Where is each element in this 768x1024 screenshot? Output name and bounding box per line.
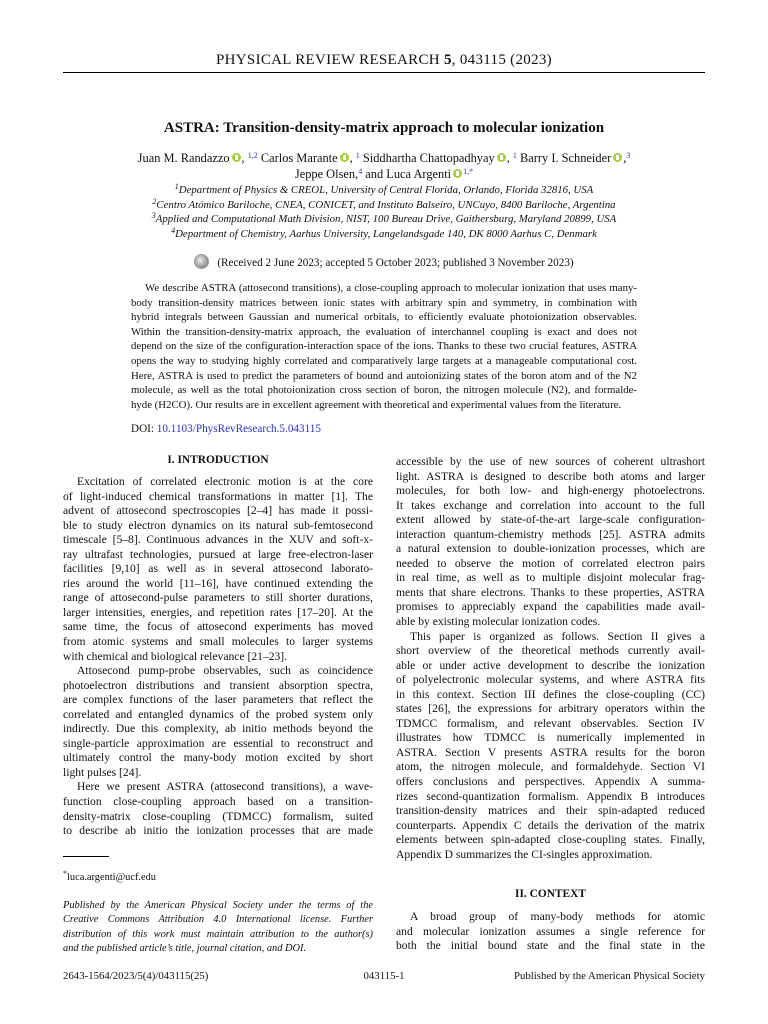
text-line: from atomic systems and small molecules to larger systems	[63, 635, 373, 649]
section-heading-context: II. CONTEXT	[515, 888, 586, 900]
text-line: A broad group of many-body methods for atomic	[410, 910, 705, 923]
author-list: Juan M. Randazzo , $^{1,2}$ Carlos Marante , $^1$ Siddhartha Chattopadhyay , $^1$ Barry I. Schneider ,$^3$ Jeppe Olsen,$^4$ and Luca Argenti $^{1,*}$	[137, 151, 631, 181]
orcid-icon[interactable]	[232, 153, 241, 162]
corresponding-email[interactable]: luca.argenti@ucf.edu	[67, 872, 157, 883]
text-line: short overview of the theoretical methods currently avail-	[396, 644, 705, 658]
affiliation-ref[interactable]: 1,2	[247, 151, 258, 160]
text-line: correlated and entangled dynamics of the probed system only	[63, 707, 373, 721]
text-line: needed to observe the motion of correlated electron pairs	[396, 556, 705, 570]
text-line: light pulses [24].	[63, 765, 142, 779]
text-line: single-particle approximation are essential to reconstruct and	[63, 736, 373, 750]
text-line: photoelectron distributions and transient absorption spectra,	[63, 678, 373, 692]
text-line: Appendix D summarizes the CI-singles approximation.	[396, 847, 653, 861]
text-line: and molecular ionization assumes a single reference for	[396, 924, 705, 938]
text-line: transition-density matrices and their spin-adapted reduced	[396, 804, 705, 818]
text-line: hyde (H2CO). Our results are in excellent agreement with theoretical and experimental values from the literature.	[131, 398, 622, 411]
text-line: TDMCC formalism, and relevant observables. Section IV	[396, 716, 705, 730]
footer-issn: 2643-1564/2023/5(4)/043115(25)	[63, 970, 209, 982]
text-line: rizes second-quantization formalism. Appendix B introduces	[396, 789, 705, 803]
author-name: Jeppe Olsen,	[294, 167, 359, 181]
text-line: density-matrix close-coupling (TDMCC) formalism, suited	[63, 809, 373, 823]
text-line: able or under active development to describe the ionization	[396, 658, 705, 672]
text-line: It takes exchange and correlation into account to the full	[396, 498, 705, 512]
text-line: timescale [5–8]. Continuous advances in the XUV and soft-x-	[63, 533, 373, 547]
text-line: We describe ASTRA (attosecond transitions), a close-coupling approach to molecular ionization that uses many-	[145, 282, 637, 294]
text-line: elements between spin-adapted close-coupling states. Finally,	[396, 833, 705, 847]
text-line: function close-coupling approach based on a transition-	[63, 795, 373, 809]
journal-volume: 5	[443, 52, 452, 68]
text-line: Creative Commons Attribution 4.0 International license. Further	[63, 914, 373, 926]
author-name: Juan M. Randazzo	[137, 151, 230, 165]
text-line: of polyelectronic molecular systems, and where ASTRA fits	[396, 673, 705, 687]
affiliations	[63, 183, 705, 241]
text-line: Here, ASTRA is used to predict the parameters of bound and autoionizing states of the boron atom and of the N2	[131, 369, 637, 382]
text-line: are complex functions of the laser parameters that reflect the	[63, 693, 373, 707]
author-name: Carlos Marante	[260, 151, 338, 165]
text-line: in real time, as well as to multiple disjoint molecular frag-	[396, 571, 705, 585]
text-line: Within the transition-density-matrix approach, the evaluation of interchannel coupling is exact and does not	[131, 325, 637, 338]
orcid-icon[interactable]	[497, 153, 506, 162]
text-line: ray ultrafast technologies, pursued at large free-electron-laser	[63, 547, 373, 561]
text-line: advent of attosecond spectroscopies [2–4] has made it possi-	[63, 504, 373, 518]
text-line: states [26], the expressions for arbitrary operators within the	[396, 702, 705, 716]
text-line: indirectly. Due this complexity, ab initio methods beyond the	[63, 722, 373, 736]
text-line: offers conclusions and perspectives. Appendix A summa-	[396, 775, 705, 789]
received-dates: (Received 2 June 2023; accepted 5 October 2023; published 3 November 2023)	[63, 254, 705, 269]
body-column-right-continued	[396, 910, 705, 954]
affiliation: $^2$Centro Atómico Bariloche, CNEA, CONICET, and Instituto Balseiro, UNCuyo, 8400 Bariloche, Argentina	[152, 196, 616, 211]
orcid-icon[interactable]	[340, 153, 349, 162]
text-line: opens the way to studying highly correlated and comparatively large targets at a manageable computational cost.	[131, 354, 637, 367]
text-line: interaction quantum-chemistry methods [25]. ASTRA admits	[396, 527, 705, 541]
corresponding-author-footnote: *luca.argenti@ucf.edu	[63, 869, 157, 883]
text-line: and the published article’s title, journal citation, and DOI.	[63, 943, 307, 955]
footer-page-number: 043115-1	[363, 970, 405, 982]
doi-link[interactable]: 10.1103/PhysRevResearch.5.043115	[156, 423, 321, 435]
orcid-icon[interactable]	[613, 153, 622, 162]
author-name: Luca Argenti	[386, 167, 452, 181]
text-line: Published by the American Physical Society under the terms of the	[63, 900, 373, 911]
text-line: Attosecond pump-probe observables, such as coincidence	[77, 664, 373, 678]
section-heading-introduction: I. INTRODUCTION	[167, 454, 269, 466]
text-line: distribution of this work must maintain attribution to the author(s)	[63, 928, 373, 940]
affiliation-ref[interactable]: 1	[355, 151, 360, 160]
journal-name: PHYSICAL REVIEW RESEARCH	[216, 52, 440, 68]
body-column-right	[396, 455, 705, 862]
text-line: ble to study electron dynamics on its natural sub-femtosecond	[63, 518, 373, 532]
author-name: Siddhartha Chattopadhyay	[362, 151, 495, 165]
text-line: molecule, as well as the total photoionization cross section of boron, the nitrogen molecule (N2), and formalde-	[131, 384, 637, 397]
text-line: both the initial bound state and the final state in the	[396, 939, 705, 953]
affiliation: $^1$Department of Physics & CREOL, University of Central Florida, Orlando, Florida 32816, USA	[174, 182, 594, 196]
author-name: Barry I. Schneider	[520, 151, 612, 165]
text-line: depend on the size of the configuration-interaction space of the ions. Thanks to these two crucial features, ASTRA	[131, 340, 637, 353]
text-line: Here we present ASTRA (attosecond transitions), a wave-	[77, 780, 373, 794]
text-line: Excitation of correlated electronic motion is at the core	[77, 475, 373, 488]
text-line: facilities [9,10] as well as in several attosecond laborato-	[63, 562, 373, 576]
text-line: body transition-density matrices between ionic states with arbitrary spin and symmetry, in combination with	[131, 296, 637, 309]
affiliation-ref[interactable]: 3	[626, 151, 631, 160]
text-line: in this context. Section III defines the close-coupling (CC)	[396, 687, 705, 701]
text-line: illustrates how TDMCC is numerically implemented in	[396, 731, 705, 745]
text-line: ASTRA. Section V presents ASTRA results for the boron	[396, 745, 705, 759]
text-line: light. ASTRA is designed to describe both atoms and larger	[396, 469, 705, 483]
text-line: able by existing molecular ionization codes.	[396, 615, 601, 629]
text-line: This paper is organized as follows. Section II gives a	[410, 629, 705, 643]
text-line: atom, the nitrogen molecule, and formaldehyde. Section VI	[396, 760, 705, 774]
orcid-icon[interactable]	[453, 169, 462, 178]
text-line: counterparts. Appendix C details the derivation of the matrix	[396, 818, 705, 832]
text-line: ultimately control the many-body motion excited by short	[63, 751, 373, 765]
affiliation-ref[interactable]: 1	[512, 151, 517, 160]
text-line: molecules, for both low- and high-energy photoelectrons.	[396, 484, 705, 498]
text-line: ments that share electrons. Thanks to these properties, ASTRA	[396, 585, 705, 599]
check-for-updates-icon[interactable]	[194, 254, 209, 269]
abstract	[131, 281, 637, 412]
text-line: of light-induced chemical transformations in matter [1]. The	[63, 489, 373, 503]
header-rule	[63, 72, 705, 73]
footnote-rule	[63, 856, 109, 857]
license-statement	[63, 899, 373, 957]
text-line: range of attosecond-pulse parameters to still shorter durations,	[63, 591, 373, 605]
text-line: ries around the world [11–16], have continued extending the	[63, 576, 373, 590]
text-line: same time, the focus of attosecond experiments has moved	[63, 620, 373, 634]
text-line: extent allowed by state-of-the-art large-scale configuration-	[396, 513, 705, 527]
affiliation: $^4$Department of Chemistry, Aarhus University, Langelandsgade 140, DK 8000 Aarhus C, Denmark	[171, 225, 597, 240]
footer-publisher: Published by the American Physical Society	[513, 970, 705, 982]
text-line: accessible by the use of new sources of coherent ultrashort	[396, 455, 705, 468]
journal-article: , 043115 (2023)	[451, 52, 552, 68]
text-line: hybrid integrals between Gaussian and numerical orbitals, to efficiently evaluate photoionization observables.	[131, 311, 637, 324]
body-column-left	[63, 475, 373, 839]
affiliation: $^3$Applied and Computational Math Division, NIST, 100 Bureau Drive, Gaithersburg, Maryland 20899, USA	[151, 211, 617, 225]
text-line: a natural extension to double-ionization processes, which are	[396, 542, 705, 556]
text-line: promises to appreciably expand the capabilities made avail-	[396, 600, 705, 614]
journal-header	[0, 52, 768, 69]
text-line: with chemical and biological relevance [21–23].	[63, 649, 288, 663]
paper-title: ASTRA: Transition-density-matrix approach to molecular ionization	[163, 120, 605, 136]
doi-line: DOI: 10.1103/PhysRevResearch.5.043115	[131, 423, 321, 435]
text-line: larger intensities, energies, and repetition rates [17–20]. At the	[63, 605, 373, 619]
affiliation-ref[interactable]: 4	[358, 167, 363, 176]
text-line: to describe ab initio the ionization processes that are made	[63, 824, 373, 838]
affiliation-ref[interactable]: 1,*	[463, 167, 474, 176]
